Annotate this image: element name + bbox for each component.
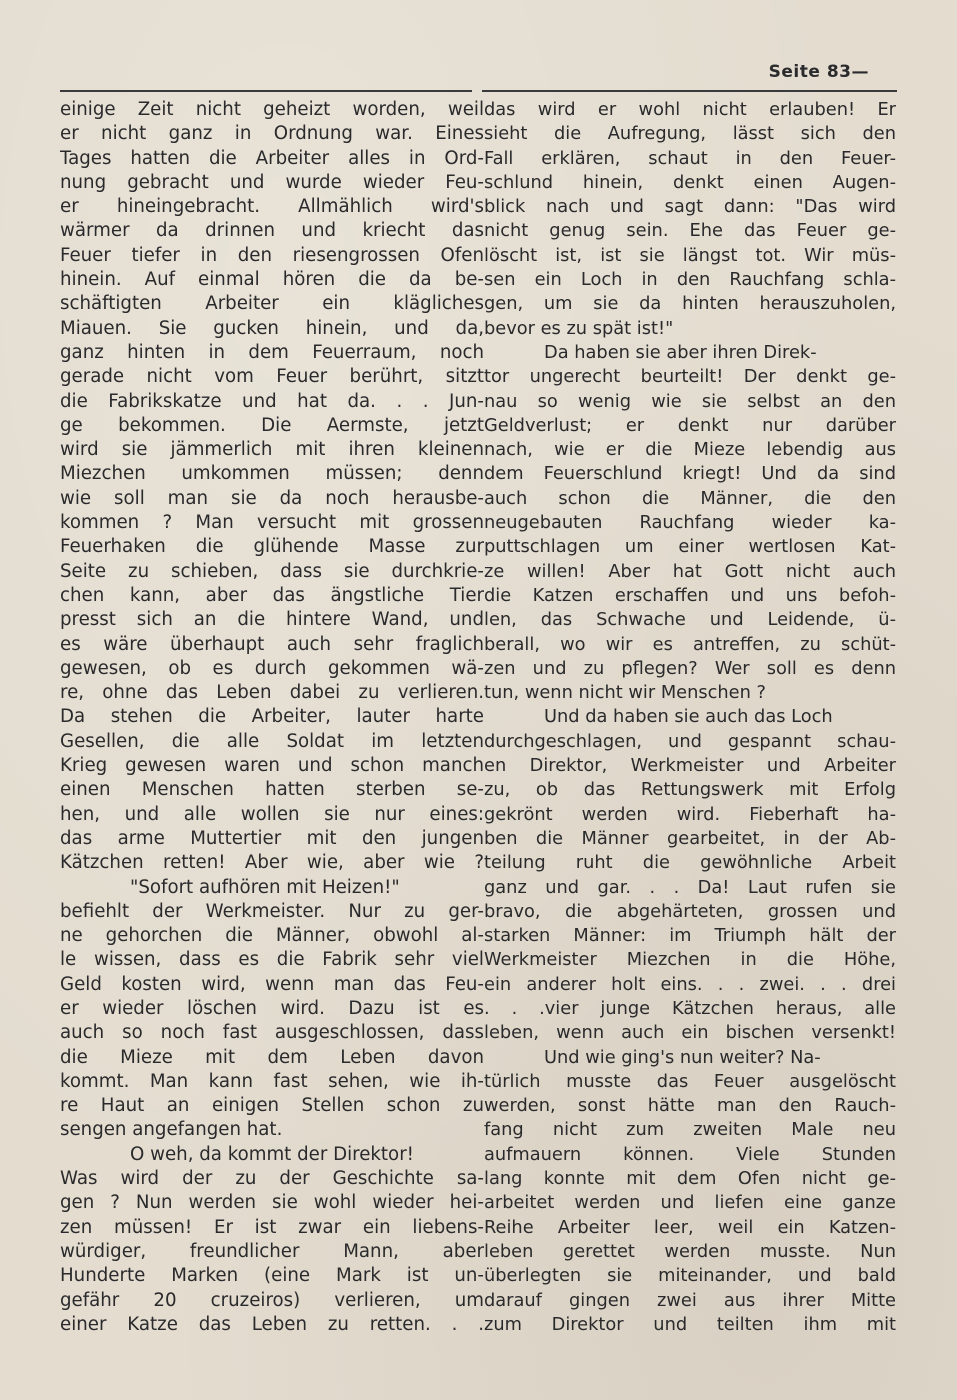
text-line: er wieder löschen wird. Dazu ist es	[60, 997, 484, 1019]
text-line: Reihe Arbeiter leer, weil ein Katzen-	[484, 1216, 896, 1238]
text-line: gekrönt werden wird. Fieberhaft ha-	[484, 803, 896, 825]
text-line: ben die Männer gearbeitet, in der Ab-	[484, 827, 896, 849]
text-line: gen, um sie da hinten herauszuholen,	[484, 293, 896, 315]
text-line: ein anderer holt eins. . . zwei. . . drei	[484, 973, 896, 995]
text-line: "Sofort aufhören mit Heizen!"	[130, 876, 400, 898]
text-line: einer Katze das Leben zu retten. . .	[60, 1313, 484, 1335]
text-line: Feuer tiefer in den riesengrossen Ofen	[60, 244, 484, 266]
text-line: Miezchen umkommen müssen; denn	[60, 463, 484, 485]
text-line: Was wird der zu der Geschichte sa-	[60, 1168, 484, 1190]
text-line: Tages hatten die Arbeiter alles in Ord-	[60, 147, 484, 169]
text-line: kommt. Man kann fast sehen, wie ih-	[60, 1070, 484, 1092]
text-line: würdiger, freundlicher Mann, aber	[60, 1240, 484, 1262]
text-line: ze willen! Aber hat Gott nicht auch	[484, 560, 896, 582]
text-line: Seite zu schieben, dass sie durchkrie-	[60, 560, 484, 582]
text-line: zen müssen! Er ist zwar ein liebens-	[60, 1216, 484, 1238]
text-line: leben, wenn auch ein bischen versenkt!	[484, 1022, 896, 1044]
text-line: nau so wenig wie sie selbst an den	[484, 390, 896, 412]
text-line: O weh, da kommt der Direktor!	[130, 1143, 414, 1165]
text-line: nach, wie er die Mieze lebendig aus	[484, 439, 896, 461]
header-rule-right	[482, 90, 897, 92]
text-line: re Haut an einigen Stellen schon zu	[60, 1095, 484, 1117]
text-line: teilung ruht die gewöhnliche Arbeit	[484, 852, 896, 874]
text-line: wie soll man sie da noch herausbe-	[60, 487, 484, 509]
text-line: ge bekommen. Die Aermste, jetzt	[60, 414, 484, 436]
text-line: sengen angefangen hat.	[60, 1119, 283, 1141]
text-line: gen ? Nun werden sie wohl wieder hei-	[60, 1192, 484, 1214]
text-line: gefähr 20 cruzeiros) verlieren, um	[60, 1289, 484, 1311]
text-line: puttschlagen um einer wertlosen Kat-	[484, 536, 896, 558]
text-line: en Direktor, Werkmeister und Arbeiter	[484, 755, 896, 777]
text-line: Da stehen die Arbeiter, lauter harte	[60, 706, 484, 728]
right-text-column	[484, 98, 896, 1337]
text-line: das wird er wohl nicht erlauben! Er	[484, 99, 896, 120]
text-line: löscht ist, ist sie längst tot. Wir müs-	[484, 244, 896, 266]
text-line: Fall erklären, schaut in den Feuer-	[484, 147, 896, 169]
text-line: neugebauten Rauchfang wieder ka-	[484, 512, 896, 534]
text-line: dem Feuerschlund kriegt! Und da sind	[484, 463, 896, 485]
text-line: die Mieze mit dem Leben davon	[60, 1046, 484, 1068]
text-line: aufmauern können. Viele Stunden	[484, 1143, 896, 1165]
text-line: Hunderte Marken (eine Mark ist un-	[60, 1265, 484, 1287]
header-rule-left	[60, 90, 472, 92]
text-line: Werkmeister Miezchen in die Höhe,	[484, 949, 896, 971]
text-line: ganz hinten in dem Feuerraum, noch	[60, 341, 484, 363]
text-line: Geldverlust; er denkt nur darüber	[484, 414, 896, 436]
text-line: Feuerhaken die glühende Masse zur	[60, 536, 484, 558]
text-line: . . .vier junge Kätzchen heraus, alle	[484, 997, 896, 1019]
text-line: gerade nicht vom Feuer berührt, sitzt	[60, 366, 484, 388]
text-line: die Katzen erschaffen und uns befoh-	[484, 584, 896, 606]
text-line: es wäre überhaupt auch sehr fraglich	[60, 633, 484, 655]
text-line: hinein. Auf einmal hören die da be-	[60, 269, 484, 291]
text-line: Da haben sie aber ihren Direk-	[544, 341, 817, 363]
text-line: sieht die Aufregung, lässt sich den	[484, 123, 896, 145]
text-line: le wissen, dass es die Fabrik sehr viel	[60, 949, 484, 971]
text-line: hen, und alle wollen sie nur eines:	[60, 803, 484, 825]
text-line: befiehlt der Werkmeister. Nur zu ger-	[60, 900, 484, 922]
page-number: Seite 83—	[768, 62, 869, 82]
text-line: tun, wenn nicht wir Menschen ?	[484, 682, 766, 704]
text-line: zen und zu pflegen? Wer soll es denn	[484, 657, 896, 679]
text-line: bevor es zu spät ist!"	[484, 317, 674, 339]
text-line: Gesellen, die alle Soldat im letzten	[60, 730, 484, 752]
text-line: re, ohne das Leben dabei zu verlieren.	[60, 682, 484, 704]
text-line: chen kann, aber das ängstliche Tier	[60, 584, 484, 606]
text-line: presst sich an die hintere Wand, und	[60, 609, 484, 631]
text-line: durchgeschlagen, und gespannt schau-	[484, 730, 896, 752]
text-line: leben gerettet werden musste. Nun	[484, 1240, 896, 1262]
text-line: sen ein Loch in den Rauchfang schla-	[484, 269, 896, 291]
text-line: schäftigten Arbeiter ein klägliches	[60, 293, 484, 315]
text-line: einige Zeit nicht geheizt worden, weil	[60, 99, 484, 120]
text-line: Geld kosten wird, wenn man das Feu-	[60, 973, 484, 995]
text-line: lang konnte mit dem Ofen nicht ge-	[484, 1168, 896, 1190]
text-line: ganz und gar. . . Da! Laut rufen sie	[484, 876, 896, 898]
text-line: überlegten sie miteinander, und bald	[484, 1265, 896, 1287]
text-line: wärmer da drinnen und kriecht das	[60, 220, 484, 242]
text-line: er hineingebracht. Allmählich wird's	[60, 196, 484, 218]
left-text-column	[60, 98, 484, 1337]
text-line: türlich musste das Feuer ausgelöscht	[484, 1070, 896, 1092]
text-line: bravo, die abgehärteten, grossen und	[484, 900, 896, 922]
text-line: das arme Muttertier mit den jungen	[60, 827, 484, 849]
text-line: tor ungerecht beurteilt! Der denkt ge-	[484, 366, 896, 388]
text-line: starken Männer: im Triumph hält der	[484, 925, 896, 947]
text-line: werden, sonst hätte man den Rauch-	[484, 1095, 896, 1117]
text-line: gewesen, ob es durch gekommen wä-	[60, 657, 484, 679]
text-line: nicht genug sein. Ehe das Feuer ge-	[484, 220, 896, 242]
text-line: blick nach und sagt dann: "Das wird	[484, 196, 896, 218]
text-line: Und da haben sie auch das Loch	[544, 706, 833, 728]
text-line: fang nicht zum zweiten Male neu	[484, 1119, 896, 1141]
text-line: darauf gingen zwei aus ihrer Mitte	[484, 1289, 896, 1311]
text-line: berall, wo wir es antreffen, zu schüt-	[484, 633, 896, 655]
text-line: zum Direktor und teilten ihm mit	[484, 1313, 896, 1335]
text-line: Kätzchen retten! Aber wie, aber wie ?	[60, 852, 484, 874]
text-line: ne gehorchen die Männer, obwohl al-	[60, 925, 484, 947]
text-line: Und wie ging's nun weiter? Na-	[544, 1046, 821, 1068]
text-line: kommen ? Man versucht mit grossen	[60, 512, 484, 534]
text-line: zu, ob das Rettungswerk mit Erfolg	[484, 779, 896, 801]
text-line: schlund hinein, denkt einen Augen-	[484, 171, 896, 193]
text-line: auch schon die Männer, die den	[484, 487, 896, 509]
text-line: wird sie jämmerlich mit ihren kleinen	[60, 439, 484, 461]
text-line: Krieg gewesen waren und schon manch	[60, 755, 484, 777]
text-line: len, das Schwache und Leidende, ü-	[484, 609, 896, 631]
text-line: nung gebracht und wurde wieder Feu-	[60, 171, 484, 193]
text-line: arbeitet werden und liefen eine ganze	[484, 1192, 896, 1214]
text-line: Miauen. Sie gucken hinein, und da,	[60, 317, 484, 339]
text-line: einen Menschen hatten sterben se-	[60, 779, 484, 801]
text-line: er nicht ganz in Ordnung war. Eines	[60, 123, 484, 145]
text-line: die Fabrikskatze und hat da. . . Jun-	[60, 390, 484, 412]
text-line: auch so noch fast ausgeschlossen, dass	[60, 1022, 484, 1044]
